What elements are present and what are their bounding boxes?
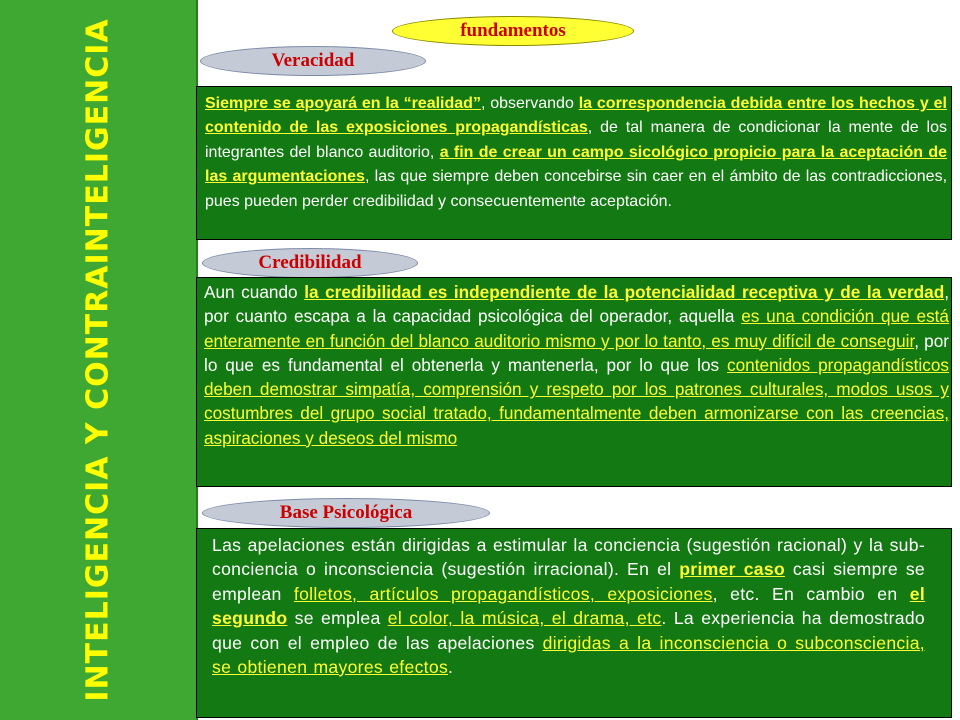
- text-segment: . La experiencia ha demostrado que con el empleo de las apelaciones: [212, 608, 925, 653]
- text-segment: , etc. En cambio en: [712, 583, 910, 604]
- section-label-base-psicologica: Base Psicológica: [202, 498, 490, 528]
- section-box-veracidad: [196, 86, 952, 240]
- text-segment: folletos, artículos propagandísticos, exposiciones: [293, 583, 713, 604]
- text-segment: Las apelaciones están dirigidas a estimular la conciencia (sugestión racional) y la sub-conciencia o inconsciencia (sugestión irracional). En el: [212, 535, 925, 580]
- text-segment: casi siempre se emplean: [212, 559, 925, 604]
- text-segment: Siempre se apoyará en la “realidad”: [205, 95, 481, 112]
- section-label-credibilidad: Credibilidad: [202, 248, 418, 278]
- text-segment: la credibilidad es independiente de la potencialidad receptiva y de la verdad: [304, 282, 945, 302]
- section-box-base-psicologica: [196, 528, 952, 718]
- text-segment: , observando: [480, 95, 579, 112]
- sidebar-title: INTELIGENCIA Y CONTRAINTELIGENCIA: [80, 18, 116, 702]
- fundamentos-label: fundamentos: [392, 16, 634, 46]
- section-text-base-psicologica: [197, 529, 951, 679]
- section-text-veracidad: [197, 87, 951, 214]
- text-segment: Aun cuando: [204, 282, 305, 302]
- text-segment: es una condición que está enteramente en función del blanco auditorio mismo y por lo tanto, es muy difícil de conseguir: [204, 306, 949, 351]
- text-segment: se emplea: [287, 608, 388, 629]
- text-segment: a fin de crear un campo sicológico propicio para la aceptación de las argumentaciones: [205, 143, 947, 186]
- text-segment: el color, la música, el drama, etc: [387, 608, 662, 629]
- text-segment: la correspondencia debida entre los hechos y el contenido de las exposiciones propagandísticas: [205, 95, 947, 137]
- text-segment: primer caso: [679, 559, 785, 580]
- text-segment: dirigidas a la inconsciencia o subconsciencia, se obtienen mayores efectos: [212, 632, 925, 678]
- text-segment: , por cuanto escapa a la capacidad psicológica del operador, aquella: [204, 282, 949, 327]
- text-segment: , por lo que es fundamental el obtenerla y mantenerla, por lo que los: [204, 330, 949, 375]
- text-segment: el segundo: [212, 583, 926, 629]
- text-segment: , las que siempre deben concebirse sin caer en el ámbito de las contradicciones, pues pueden perder credibilidad y consecuentemente aceptación.: [205, 168, 948, 210]
- sidebar: [0, 0, 198, 720]
- text-segment: contenidos propagandísticos deben demostrar simpatía, comprensión y respeto por los patrones culturales, modos usos y costumbres del grupo social tratado, fundamentalmente deben armonizarse con las creencias, aspiraciones y deseos del mismo: [204, 354, 949, 448]
- text-segment: .: [448, 657, 454, 678]
- section-text-credibilidad: [197, 278, 951, 450]
- section-box-credibilidad: [196, 277, 952, 487]
- text-segment: , de tal manera de condicionar la mente de los integrantes del blanco auditorio,: [205, 119, 948, 161]
- section-label-veracidad: Veracidad: [200, 46, 426, 76]
